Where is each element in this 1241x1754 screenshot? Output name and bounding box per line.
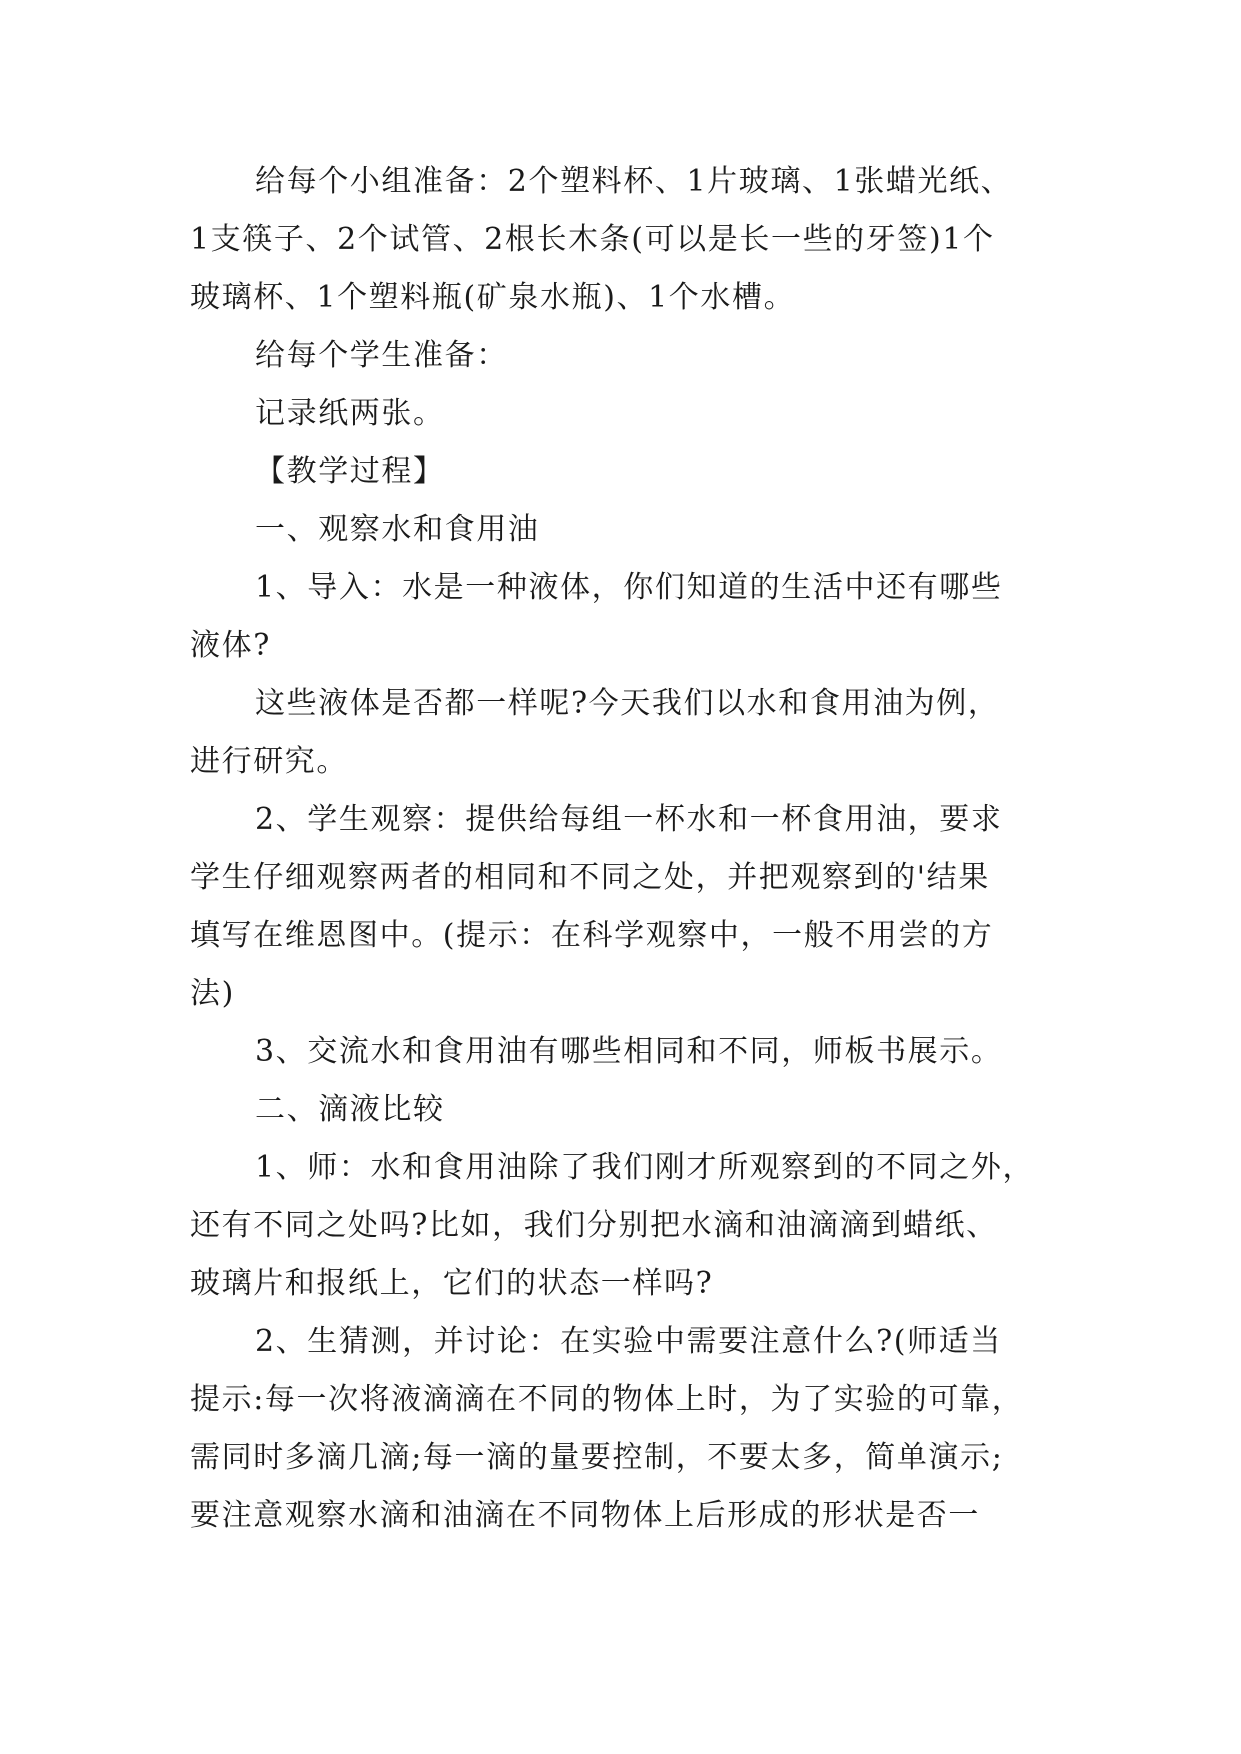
paragraph-line: 要注意观察水滴和油滴在不同物体上后形成的形状是否一: [190, 1498, 980, 1533]
paragraph-line: 这些液体是否都一样呢?今天我们以水和食用油为例，: [255, 686, 1000, 721]
paragraph-line: 玻璃杯、1个塑料瓶(矿泉水瓶)、1个水槽。: [190, 280, 796, 315]
section-heading: 二、滴液比较: [255, 1092, 445, 1127]
paragraph-line: 还有不同之处吗?比如，我们分别把水滴和油滴滴到蜡纸、: [190, 1208, 998, 1243]
paragraph-line: 记录纸两张。: [255, 396, 445, 431]
paragraph-line: 给每个学生准备：: [255, 338, 508, 373]
paragraph-line: 1、师：水和食用油除了我们刚才所观察到的不同之外，: [255, 1150, 1035, 1185]
paragraph-line: 玻璃片和报纸上，它们的状态一样吗?: [190, 1266, 714, 1301]
paragraph-line: 1、导入：水是一种液体，你们知道的生活中还有哪些: [255, 570, 1003, 605]
paragraph-line: 2、生猜测，并讨论：在实验中需要注意什么?(师适当: [255, 1324, 1002, 1359]
paragraph-line: 2、学生观察：提供给每组一杯水和一杯食用油，要求: [255, 802, 1003, 837]
paragraph-line: 填写在维恩图中。(提示：在科学观察中，一般不用尝的方: [190, 918, 994, 953]
paragraph-line: 液体?: [190, 628, 271, 663]
paragraph-line: 提示:每一次将液滴滴在不同的物体上时，为了实验的可靠，: [190, 1382, 1024, 1417]
section-heading: 一、观察水和食用油: [255, 512, 540, 547]
paragraph-line: 3、交流水和食用油有哪些相同和不同，师板书展示。: [255, 1034, 1003, 1069]
paragraph-line: 需同时多滴几滴;每一滴的量要控制，不要太多，简单演示;: [190, 1440, 1004, 1475]
section-heading: 【教学过程】: [255, 454, 445, 489]
paragraph-line: 1支筷子、2个试管、2根长木条(可以是长一些的牙签)1个: [190, 222, 995, 257]
paragraph-line: 给每个小组准备：2个塑料杯、1片玻璃、1张蜡光纸、: [255, 164, 1013, 199]
paragraph-line: 学生仔细观察两者的相同和不同之处，并把观察到的'结果: [190, 860, 990, 895]
paragraph-line: 进行研究。: [190, 744, 348, 779]
paragraph-line: 法): [190, 976, 235, 1011]
